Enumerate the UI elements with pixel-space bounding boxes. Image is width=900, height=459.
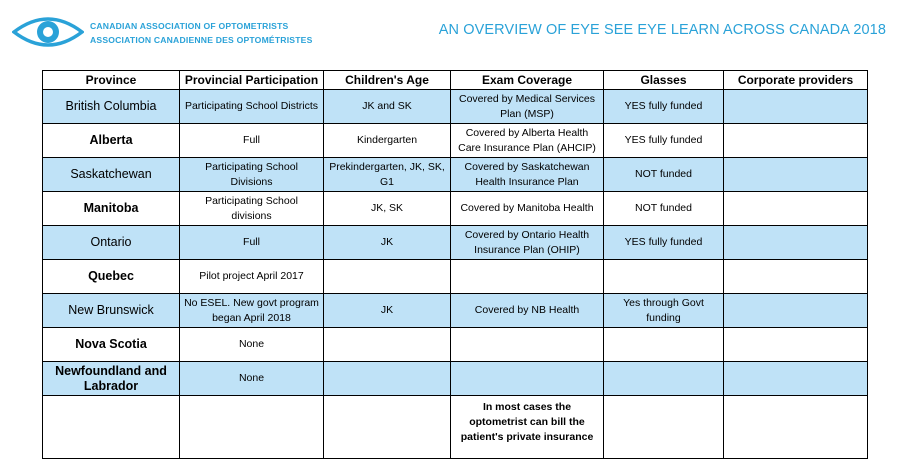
coverage-cell: Covered by Saskatchewan Health Insurance Plan [451,158,604,192]
corporate-cell [724,362,868,396]
column-header-participation: Provincial Participation [180,71,324,90]
coverage-cell: In most cases the optometrist can bill the patient's private insurance [451,396,604,459]
participation-cell: Participating School divisions [180,192,324,226]
age-cell: Prekindergarten, JK, SK, G1 [324,158,451,192]
participation-cell: None [180,362,324,396]
corporate-cell [724,328,868,362]
glasses-cell: YES fully funded [604,226,724,260]
coverage-cell: Covered by Ontario Health Insurance Plan (OHIP) [451,226,604,260]
coverage-cell: Covered by NB Health [451,294,604,328]
participation-cell: Pilot project April 2017 [180,260,324,294]
table-header-row [43,71,868,90]
province-cell: New Brunswick [43,294,180,328]
glasses-cell: YES fully funded [604,90,724,124]
age-cell: JK and SK [324,90,451,124]
table-row [43,192,868,226]
glasses-cell [604,396,724,459]
participation-cell: None [180,328,324,362]
coverage-cell [451,260,604,294]
organization-name-french: ASSOCIATION CANADIENNE DES OPTOMÉTRISTES [90,35,313,45]
coverage-cell: Covered by Manitoba Health [451,192,604,226]
table-row [43,90,868,124]
corporate-cell [724,294,868,328]
corporate-cell [724,90,868,124]
column-header-coverage: Exam Coverage [451,71,604,90]
province-cell: Quebec [43,260,180,294]
glasses-cell [604,328,724,362]
table-row [43,260,868,294]
province-cell [43,396,180,459]
corporate-cell [724,396,868,459]
glasses-cell: NOT funded [604,192,724,226]
participation-cell: Full [180,124,324,158]
age-cell [324,260,451,294]
column-header-corporate: Corporate providers [724,71,868,90]
age-cell [324,396,451,459]
province-cell: British Columbia [43,90,180,124]
province-cell: Alberta [43,124,180,158]
corporate-cell [724,158,868,192]
table-row [43,362,868,396]
glasses-cell: Yes through Govt funding [604,294,724,328]
province-cell: Nova Scotia [43,328,180,362]
column-header-province: Province [43,71,180,90]
table-row [43,328,868,362]
table-row [43,294,868,328]
participation-cell [180,396,324,459]
coverage-cell [451,362,604,396]
glasses-cell [604,260,724,294]
column-header-age: Children's Age [324,71,451,90]
page-header [0,0,900,70]
coverage-cell: Covered by Medical Services Plan (MSP) [451,90,604,124]
corporate-cell [724,260,868,294]
corporate-cell [724,226,868,260]
age-cell: JK, SK [324,192,451,226]
corporate-cell [724,124,868,158]
age-cell: JK [324,226,451,260]
document-title: AN OVERVIEW OF EYE SEE EYE LEARN ACROSS CANADA 2018 [438,22,886,38]
organization-name-english: CANADIAN ASSOCIATION OF OPTOMETRISTS [90,21,289,31]
participation-cell: Full [180,226,324,260]
eye-see-eye-learn-table [42,70,868,459]
table-row [43,226,868,260]
age-cell: JK [324,294,451,328]
province-cell: Saskatchewan [43,158,180,192]
participation-cell: Participating School Districts [180,90,324,124]
age-cell [324,328,451,362]
province-cell: Manitoba [43,192,180,226]
glasses-cell: NOT funded [604,158,724,192]
age-cell: Kindergarten [324,124,451,158]
age-cell [324,362,451,396]
province-cell: Ontario [43,226,180,260]
eye-icon [12,12,84,52]
coverage-cell: Covered by Alberta Health Care Insurance Plan (AHCIP) [451,124,604,158]
glasses-cell: YES fully funded [604,124,724,158]
participation-cell: No ESEL. New govt program began April 2018 [180,294,324,328]
corporate-cell [724,192,868,226]
glasses-cell [604,362,724,396]
table-row [43,158,868,192]
table-row [43,124,868,158]
table-row [43,396,868,459]
participation-cell: Participating School Divisions [180,158,324,192]
coverage-cell [451,328,604,362]
column-header-glasses: Glasses [604,71,724,90]
province-cell: Newfoundland and Labrador [43,362,180,396]
organization-name [90,19,313,47]
